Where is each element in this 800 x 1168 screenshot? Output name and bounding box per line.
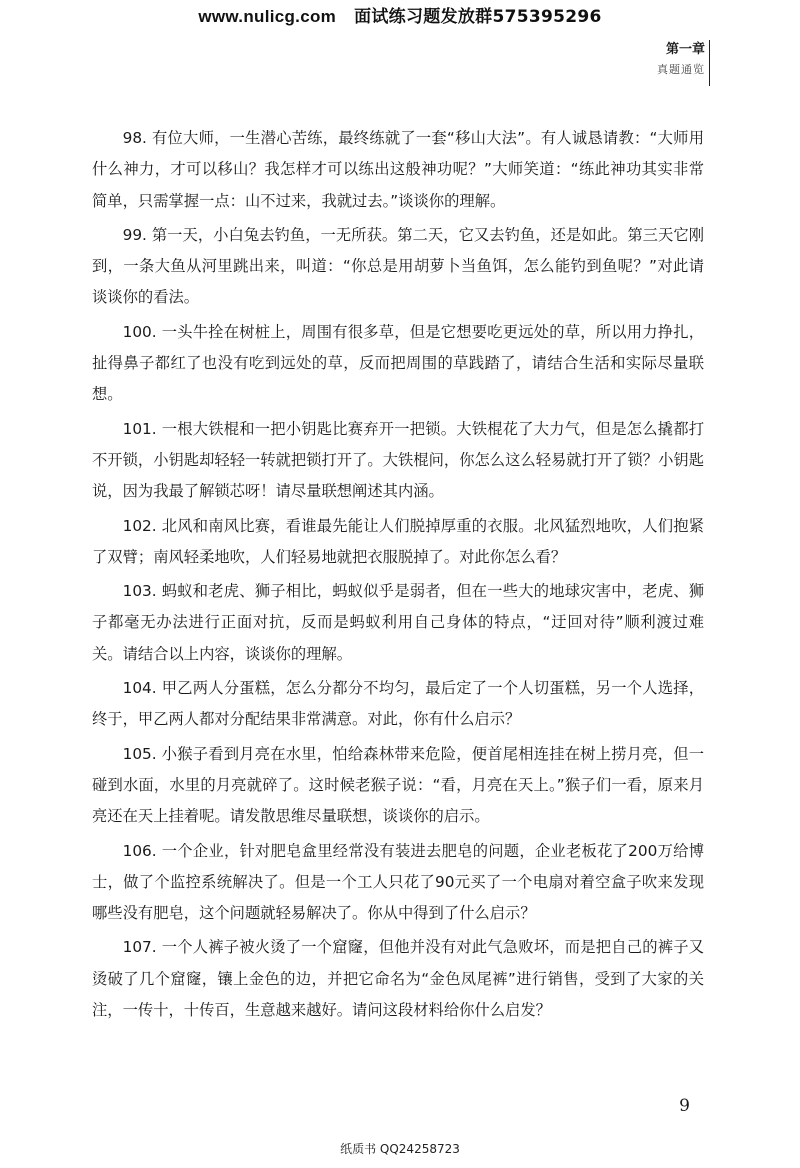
top-banner xyxy=(0,2,800,27)
chapter-title: 第一章 xyxy=(665,42,705,57)
question-102: 102. 北风和南风比赛，看谁最先能让人们脱掉厚重的衣服。北风猛烈地吹，人们抱紧了双臂；南风轻柔地吹，人们轻易地就把衣服脱掉了。对此你怎么看？ xyxy=(92,516,704,566)
question-103: 103. 蚂蚁和老虎、狮子相比，蚂蚁似乎是弱者，但在一些大的地球灾害中，老虎、狮子都毫无办法进行正面对抗，反而是蚂蚁利用自己身体的特点，“迂回对待”顺利渡过难关。请结合以上内容，谈谈你的理解。 xyxy=(92,582,704,663)
question-101: 101. 一根大铁棍和一把小钥匙比赛弃开一把锁。大铁棍花了大力气，但是怎么撬都打不开锁，小钥匙却轻轻一转就把锁打开了。大铁棍问，你怎么这么轻易就打开了锁？小钥匙说，因为我最了解锁芯呀！请尽量联想阐述其内涵。 xyxy=(92,419,704,501)
question-106: 106. 一个企业，针对肥皂盒里经常没有装进去肥皂的问题，企业老板花了200万给博士，做了个监控系统解决了。但是一个工人只花了90元买了一个电扇对着空盒子吹来发现哪些没有肥皂，这个问题就轻易解决了。你从中得到了什么启示？ xyxy=(92,841,704,923)
page-number: 9 xyxy=(679,1096,690,1116)
question-list xyxy=(92,123,704,1029)
question-98: 98. 有位大师，一生潜心苦练，最终练就了一套“移山大法”。有人诚恳请教：“大师用什么神力，才可以移山？我怎样才可以练出这般神功呢？”大师笑道：“练此神功其实非常简单，只需掌握一点：山不过来，我就过去。”谈谈你的理解。 xyxy=(92,129,704,210)
chapter-subtitle: 真题通览 xyxy=(657,63,705,76)
question-99: 99. 第一天，小白兔去钓鱼，一无所获。第二天，它又去钓鱼，还是如此。第三天它刚到，一条大鱼从河里跳出来，叫道：“你总是用胡萝卜当鱼饵，怎么能钓到鱼呢？”对此请谈谈你的看法。 xyxy=(92,225,704,307)
question-107: 107. 一个人裤子被火烫了一个窟窿，但他并没有对此气急败坏，而是把自己的裤子又烫破了几个窟窿，镶上金色的边，并把它命名为“金色凤尾裤”进行销售，受到了大家的关注，一传十，十传百，生意越来越好。请问这段材料给你什么启发？ xyxy=(92,938,704,1020)
question-100: 100. 一头牛拴在树桩上，周围有很多草，但是它想要吃更远处的草，所以用力挣扎，扯得鼻子都红了也没有吃到远处的草，反而把周围的草践踏了，请结合生活和实际尽量联想。 xyxy=(92,322,704,404)
chapter-divider xyxy=(709,40,710,86)
question-104: 104. 甲乙两人分蛋糕，怎么分都分不均匀，最后定了一个人切蛋糕，另一个人选择，终于，甲乙两人都对分配结果非常满意。对此，你有什么启示？ xyxy=(92,679,704,729)
group-text: 面试练习题发放群575395296 xyxy=(354,7,602,27)
question-105: 105. 小猴子看到月亮在水里，怕给森林带来危险，便首尾相连挂在树上捞月亮，但一碰到水面，水里的月亮就碎了。这时候老猴子说：“看，月亮在天上。”猴子们一看，原来月亮还在天上挂着呢。请发散思维尽量联想，谈谈你的启示。 xyxy=(92,744,704,826)
footer-text: 纸质书 QQ24258723 xyxy=(340,1142,460,1156)
chapter-heading xyxy=(657,40,705,80)
site-url: www.nulicg.com xyxy=(198,7,337,26)
